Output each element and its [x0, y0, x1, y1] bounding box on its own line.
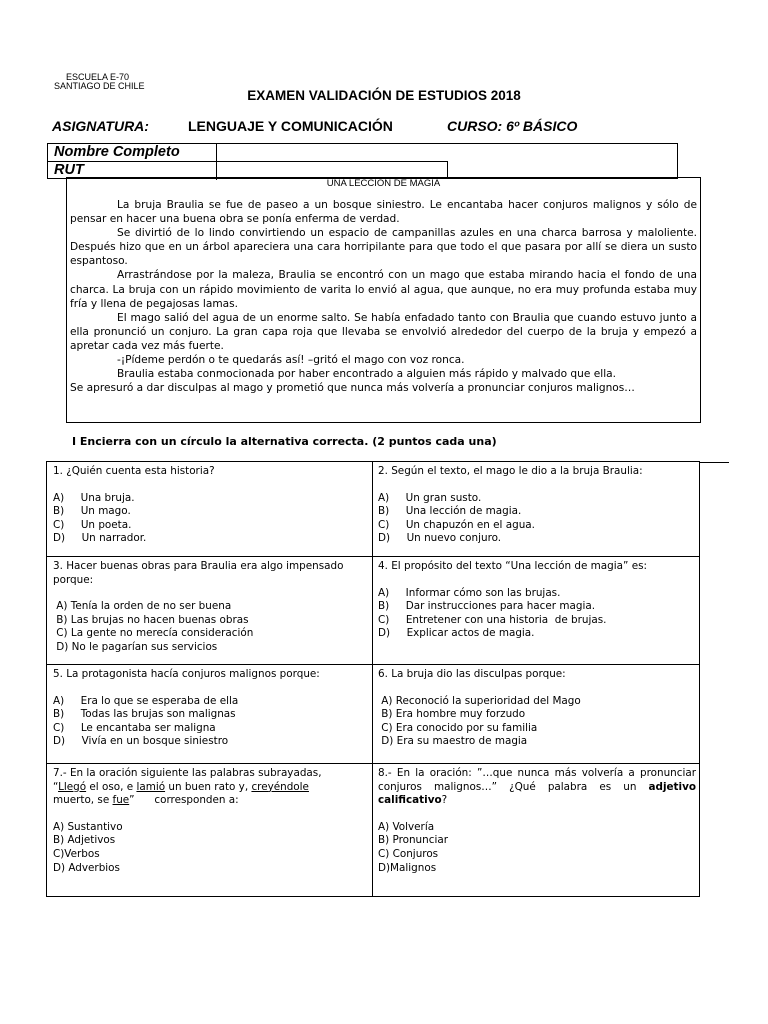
story-paragraph: Braulia estaba conmocionada por haber encontrado a alguien más rápido y malvado que ella. [117, 368, 617, 381]
divider [48, 161, 448, 162]
underlined-word: lamió [136, 780, 166, 793]
option-c[interactable]: C)Verbos [53, 847, 100, 860]
question-intro: 7.- En la oración siguiente las palabras subrayadas, [53, 767, 322, 779]
option-a[interactable]: A) Sustantivo [53, 820, 123, 833]
option-b[interactable]: B) Dar instrucciones para hacer magia. [378, 600, 596, 613]
question-8 [378, 767, 696, 875]
underlined-word: fue [112, 794, 130, 807]
questions-table [46, 461, 700, 897]
option-d[interactable]: D) Era su maestro de magia [378, 735, 528, 748]
sentence-text: un buen rato y, [165, 780, 252, 793]
option-c[interactable]: C) Un chapuzón en el agua. [378, 518, 535, 531]
table-edge-line [699, 462, 729, 463]
divider [47, 664, 699, 665]
quote-mark: ” [129, 794, 135, 807]
instructions: I Encierra con un círculo la alternativa correcta. (2 puntos cada una) [72, 435, 497, 448]
question-7 [53, 767, 371, 875]
story-paragraph: -¡Pídeme perdón o te quedarás así! –gritó el mago con voz ronca. [117, 354, 465, 367]
student-info-box [47, 143, 678, 179]
story-body [70, 198, 697, 395]
story-title: UNA LECCIÓN DE MAGIA [326, 178, 441, 189]
question-text: 5. La protagonista hacía conjuros malignos porque: [53, 668, 320, 680]
question-text [378, 767, 696, 808]
underlined-word: creyéndole [251, 780, 309, 793]
option-d[interactable]: D) Explicar actos de magia. [378, 627, 535, 640]
story-paragraph: La bruja Braulia se fue de paseo a un bosque siniestro. Le encantaba hacer conjuros malignos y sólo de pensar en hacer una buena obra se ponía enferma de verdad. [70, 199, 697, 226]
question-text-part: 8.- En la oración: ”…que nunca más volvería a pronunciar conjuros malignos…” ¿Qué palabra es un [378, 767, 696, 793]
story-paragraph: Se divirtió de lo lindo convirtiendo un espacio de campanillas azules en una charca barrosa y maloliente. Después hizo que en un árbol apareciera una cara horripilante para que todo el que pasara por allí se diera un susto espantoso. [70, 227, 697, 268]
option-c[interactable]: C) La gente no merecía consideración [53, 627, 254, 640]
divider [47, 763, 699, 764]
option-a[interactable]: A) Reconoció la superioridad del Mago [378, 694, 581, 707]
question-4 [378, 560, 696, 641]
option-a[interactable]: A) Era lo que se esperaba de ella [53, 694, 239, 707]
option-a[interactable]: A) Volvería [378, 820, 435, 833]
subject-label: ASIGNATURA: [52, 118, 149, 134]
sentence-text: muerto, se [53, 794, 113, 807]
rut-label: RUT [54, 162, 84, 178]
option-b[interactable]: B) Una lección de magia. [378, 505, 522, 518]
course-label: CURSO: 6º BÁSICO [447, 118, 578, 134]
option-c[interactable]: C) Era conocido por su familia [378, 721, 538, 734]
option-a[interactable]: A) Un gran susto. [378, 491, 482, 504]
question-text: 4. El propósito del texto “Una lección de magia” es: [378, 560, 648, 572]
option-c[interactable]: C) Le encantaba ser maligna [53, 721, 216, 734]
option-a[interactable]: A) Informar cómo son las brujas. [378, 586, 561, 599]
option-a[interactable]: A) Una bruja. [53, 491, 135, 504]
subject-value: LENGUAJE Y COMUNICACIÓN [188, 118, 393, 134]
option-d[interactable]: D) Vivía en un bosque siniestro [53, 735, 229, 748]
divider [216, 144, 217, 180]
question-3 [53, 560, 371, 655]
question-text: 1. ¿Quién cuenta esta historia? [53, 465, 215, 477]
divider [372, 462, 373, 896]
story-paragraph: Arrastrándose por la maleza, Braulia se encontró con un mago que estaba mirando hacia el fondo de una charca. La bruja con un rápido movimiento de varita lo envió al agua, que aunque, no era muy profunda estaba muy fría y llena de pegajosas lamas. [70, 269, 697, 310]
school-city: SANTIAGO DE CHILE [54, 81, 145, 91]
school-name: ESCUELA E-70 [66, 72, 130, 82]
name-label: Nombre Completo [54, 144, 180, 160]
option-b[interactable]: B) Era hombre muy forzudo [378, 708, 526, 721]
option-a[interactable]: A) Tenía la orden de no ser buena [53, 600, 232, 613]
exam-title: EXAMEN VALIDACIÓN DE ESTUDIOS 2018 [247, 88, 521, 103]
sentence-text: el oso, e [86, 780, 137, 793]
question-keyword: adjetivo calificativo [378, 780, 696, 807]
sentence-text: corresponden a: [134, 794, 239, 807]
option-c[interactable]: C) Conjuros [378, 847, 439, 860]
question-text: 2. Según el texto, el mago le dio a la bruja Braulia: [378, 465, 643, 477]
option-d[interactable]: D) Un nuevo conjuro. [378, 532, 502, 545]
divider [47, 556, 699, 557]
question-text [53, 767, 371, 808]
story-paragraph: El mago salió del agua de un enorme salto. Se había enfadado tanto con Braulia que cuando estuvo junto a ella pronunció un conjuro. La gran capa roja que llevaba se envolvió alrededor del cuerpo de la bruja y empezó a apretar cada vez más fuerte. [70, 311, 697, 352]
option-b[interactable]: B) Un mago. [53, 505, 131, 518]
option-b[interactable]: B) Pronunciar [378, 834, 448, 847]
question-1 [53, 465, 371, 546]
option-c[interactable]: C) Entretener con una historia de brujas. [378, 613, 607, 626]
option-b[interactable]: B) Adjetivos [53, 834, 116, 847]
option-d[interactable]: D)Malignos [378, 861, 437, 874]
option-d[interactable]: D) Un narrador. [53, 532, 147, 545]
question-5 [53, 668, 371, 749]
question-2 [378, 465, 696, 546]
story-paragraph: Se apresuró a dar disculpas al mago y prometió que nunca más volvería a pronunciar conjuros malignos… [70, 382, 635, 395]
question-text: 3. Hacer buenas obras para Braulia era algo impensado porque: [53, 560, 344, 586]
question-text-part: ? [441, 794, 448, 807]
option-b[interactable]: B) Todas las brujas son malignas [53, 708, 236, 721]
option-b[interactable]: B) Las brujas no hacen buenas obras [53, 613, 249, 626]
quote-mark: “ [53, 780, 59, 793]
option-d[interactable]: D) Adverbios [53, 861, 120, 874]
question-6 [378, 668, 696, 749]
option-d[interactable]: D) No le pagarían sus servicios [53, 640, 218, 653]
question-text: 6. La bruja dio las disculpas porque: [378, 668, 566, 680]
underlined-word: Llegó [58, 780, 87, 793]
story-box [66, 177, 701, 423]
option-c[interactable]: C) Un poeta. [53, 518, 132, 531]
